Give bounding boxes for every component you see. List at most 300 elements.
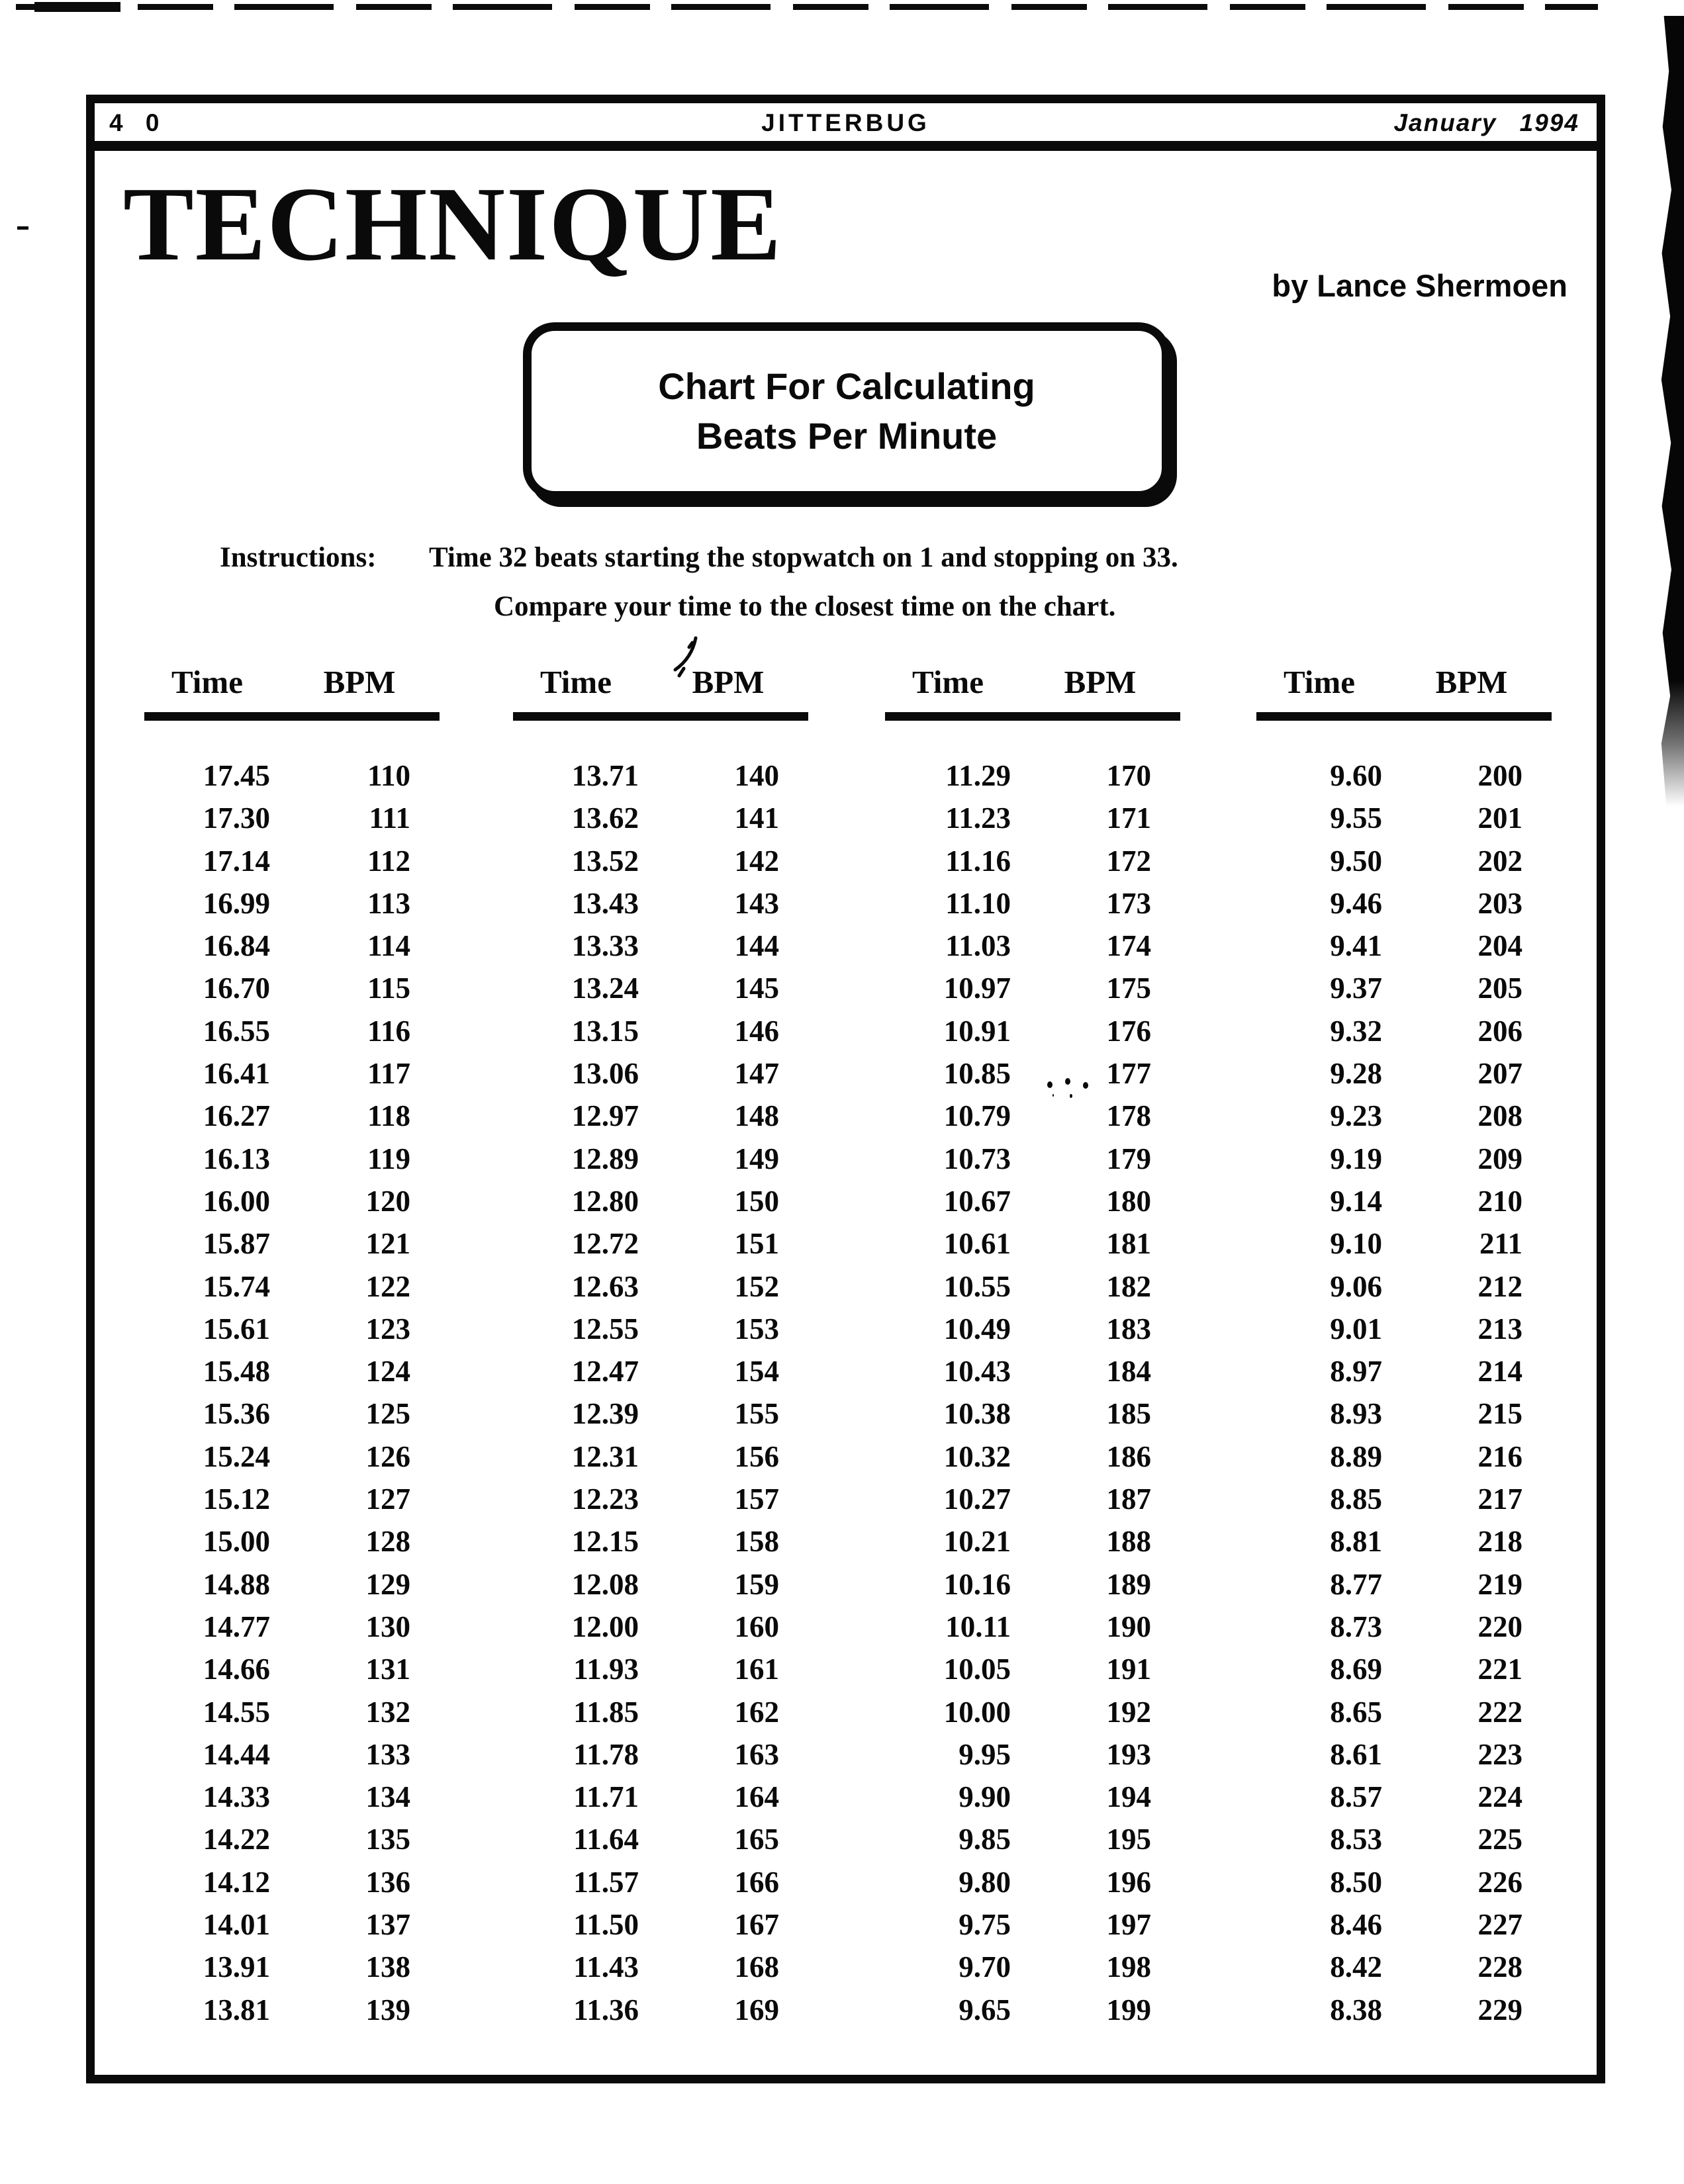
bpm-value: 191 — [1106, 1653, 1151, 1686]
bpm-value: 202 — [1477, 844, 1522, 878]
table-row — [144, 1780, 440, 1822]
table-row — [144, 1439, 440, 1482]
table-row — [885, 1099, 1180, 1141]
table-row — [1256, 1524, 1552, 1567]
issue-date: January 1994 — [1393, 109, 1579, 136]
table-row — [1256, 1610, 1552, 1652]
table-row — [144, 1865, 440, 1907]
time-value: 14.22 — [203, 1823, 270, 1856]
table-row — [513, 844, 808, 886]
bpm-value: 155 — [734, 1397, 779, 1431]
time-value: 8.61 — [1330, 1737, 1382, 1771]
table-row — [885, 1226, 1180, 1269]
table-row — [1256, 1014, 1552, 1056]
table-row — [1256, 1737, 1552, 1780]
time-value: 9.85 — [959, 1823, 1011, 1856]
table-row — [513, 1014, 808, 1056]
time-value: 15.87 — [203, 1227, 270, 1261]
bpm-value: 204 — [1477, 929, 1522, 963]
bpm-value: 184 — [1106, 1355, 1151, 1388]
table-row — [513, 801, 808, 843]
time-value: 11.93 — [573, 1653, 639, 1686]
table-row — [1256, 886, 1552, 929]
time-value: 16.99 — [203, 886, 270, 920]
bpm-value: 183 — [1106, 1312, 1151, 1345]
table-row — [513, 1354, 808, 1396]
bpm-value: 196 — [1106, 1865, 1151, 1899]
article-title: TECHNIQUE — [123, 165, 782, 283]
table-row — [144, 1652, 440, 1694]
bpm-value: 200 — [1477, 759, 1522, 792]
time-value: 9.41 — [1330, 929, 1382, 963]
time-value: 8.65 — [1330, 1695, 1382, 1729]
bpm-value: 211 — [1479, 1227, 1522, 1261]
time-value: 9.10 — [1330, 1227, 1382, 1261]
table-row — [885, 1907, 1180, 1950]
time-value: 10.00 — [943, 1695, 1011, 1729]
table-rows — [1256, 758, 1552, 2035]
time-value: 9.14 — [1330, 1184, 1382, 1218]
bpm-value: 178 — [1106, 1099, 1151, 1133]
time-value: 9.80 — [959, 1865, 1011, 1899]
bpm-value: 161 — [734, 1653, 779, 1686]
table-row — [885, 1695, 1180, 1737]
bpm-value: 166 — [734, 1865, 779, 1899]
table-row — [144, 1695, 440, 1737]
table-row — [1256, 1354, 1552, 1396]
bpm-value: 139 — [365, 1993, 410, 2026]
bpm-value: 180 — [1106, 1184, 1151, 1218]
time-value: 12.80 — [571, 1184, 639, 1218]
table-row — [513, 1567, 808, 1610]
table-row — [1256, 971, 1552, 1013]
table-row — [1256, 1950, 1552, 1992]
table-row — [1256, 1865, 1552, 1907]
chart-title-box — [523, 322, 1170, 500]
bpm-value: 111 — [369, 801, 410, 835]
time-value: 8.73 — [1330, 1610, 1382, 1643]
bpm-value: 220 — [1477, 1610, 1522, 1643]
bpm-table-group-3 — [885, 663, 1180, 2035]
time-value: 9.46 — [1330, 886, 1382, 920]
bpm-value: 207 — [1477, 1057, 1522, 1091]
time-value: 13.52 — [571, 844, 639, 878]
table-row — [885, 1780, 1180, 1822]
table-row — [513, 1482, 808, 1524]
time-value: 12.23 — [571, 1482, 639, 1516]
table-row — [513, 1865, 808, 1907]
table-row — [513, 1695, 808, 1737]
time-value: 9.23 — [1330, 1099, 1382, 1133]
table-row — [885, 1014, 1180, 1056]
time-value: 15.74 — [203, 1269, 270, 1303]
table-row — [513, 1610, 808, 1652]
time-value: 14.01 — [203, 1908, 270, 1942]
bpm-value: 132 — [365, 1695, 410, 1729]
bpm-value: 190 — [1106, 1610, 1151, 1643]
time-value: 10.55 — [943, 1269, 1011, 1303]
table-row — [513, 1312, 808, 1354]
table-row — [1256, 1056, 1552, 1099]
bpm-value: 116 — [367, 1014, 410, 1048]
table-row — [513, 886, 808, 929]
time-value: 10.21 — [943, 1525, 1011, 1559]
bpm-value: 131 — [365, 1653, 410, 1686]
table-row — [1256, 1567, 1552, 1610]
time-value: 9.28 — [1330, 1057, 1382, 1091]
bpm-value: 217 — [1477, 1482, 1522, 1516]
bpm-value: 193 — [1106, 1737, 1151, 1771]
bpm-value: 165 — [734, 1823, 779, 1856]
bpm-value: 156 — [734, 1439, 779, 1473]
scan-top-edge-dashes — [16, 4, 1598, 10]
bpm-value: 170 — [1106, 759, 1151, 792]
time-value: 11.03 — [945, 929, 1011, 963]
time-value: 16.70 — [203, 972, 270, 1005]
bpm-value: 164 — [734, 1780, 779, 1814]
table-row — [144, 1737, 440, 1780]
table-row — [885, 1950, 1180, 1992]
table-row — [144, 1950, 440, 1992]
time-value: 10.79 — [943, 1099, 1011, 1133]
table-row — [513, 1396, 808, 1439]
bpm-value: 129 — [365, 1567, 410, 1601]
bpm-value: 121 — [365, 1227, 410, 1261]
bpm-value: 117 — [367, 1057, 410, 1091]
bpm-value: 208 — [1477, 1099, 1522, 1133]
group-header — [1256, 663, 1552, 712]
time-value: 12.15 — [571, 1525, 639, 1559]
bpm-value: 123 — [365, 1312, 410, 1345]
bpm-value: 169 — [734, 1993, 779, 2026]
table-row — [885, 929, 1180, 971]
bpm-value: 229 — [1477, 1993, 1522, 2026]
time-value: 9.50 — [1330, 844, 1382, 878]
time-value: 8.85 — [1330, 1482, 1382, 1516]
bpm-value: 128 — [365, 1525, 410, 1559]
bpm-value: 219 — [1477, 1567, 1522, 1601]
time-value: 9.95 — [959, 1737, 1011, 1771]
bpm-value: 225 — [1477, 1823, 1522, 1856]
time-value: 10.38 — [943, 1397, 1011, 1431]
bpm-value: 173 — [1106, 886, 1151, 920]
time-value: 13.43 — [571, 886, 639, 920]
scan-right-edge-artifact — [1659, 16, 1684, 807]
byline: by Lance Shermoen — [1272, 268, 1567, 303]
bpm-table-group-1 — [144, 663, 440, 2035]
time-value: 8.53 — [1330, 1823, 1382, 1856]
bpm-value: 226 — [1477, 1865, 1522, 1899]
time-value: 17.30 — [203, 801, 270, 835]
table-row — [144, 1014, 440, 1056]
table-row — [144, 1822, 440, 1864]
bpm-value: 137 — [365, 1908, 410, 1942]
bpm-value: 174 — [1106, 929, 1151, 963]
table-row — [144, 844, 440, 886]
bpm-value: 167 — [734, 1908, 779, 1942]
bpm-value: 138 — [365, 1950, 410, 1984]
bpm-value: 134 — [365, 1780, 410, 1814]
time-value: 10.27 — [943, 1482, 1011, 1516]
bpm-value: 188 — [1106, 1525, 1151, 1559]
time-value: 9.19 — [1330, 1142, 1382, 1175]
table-row — [144, 1567, 440, 1610]
bpm-value: 151 — [734, 1227, 779, 1261]
table-row — [144, 1396, 440, 1439]
time-value: 14.66 — [203, 1653, 270, 1686]
time-value: 12.08 — [571, 1567, 639, 1601]
table-row — [144, 1184, 440, 1226]
table-row — [1256, 1993, 1552, 2035]
bpm-value: 145 — [734, 972, 779, 1005]
time-value: 12.31 — [571, 1439, 639, 1473]
table-row — [513, 1737, 808, 1780]
publication-title: JITTERBUG — [761, 109, 930, 136]
bpm-value: 119 — [367, 1142, 410, 1175]
table-row — [513, 1056, 808, 1099]
time-value: 12.89 — [571, 1142, 639, 1175]
table-row — [144, 1226, 440, 1269]
time-value: 9.60 — [1330, 759, 1382, 792]
table-row — [885, 886, 1180, 929]
time-value: 13.71 — [571, 759, 639, 792]
table-row — [513, 929, 808, 971]
table-row — [885, 1142, 1180, 1184]
table-row — [885, 1652, 1180, 1694]
column-header-bpm: BPM — [323, 664, 396, 700]
table-row — [885, 1567, 1180, 1610]
time-value: 9.06 — [1330, 1269, 1382, 1303]
time-value: 11.71 — [573, 1780, 639, 1814]
time-value: 15.48 — [203, 1355, 270, 1388]
time-value: 15.00 — [203, 1525, 270, 1559]
instructions-line2: Compare your time to the closest time on the chart. — [494, 591, 1116, 622]
table-row — [885, 971, 1180, 1013]
table-row — [144, 1312, 440, 1354]
table-row — [885, 1439, 1180, 1482]
bpm-value: 182 — [1106, 1269, 1151, 1303]
table-row — [1256, 1184, 1552, 1226]
table-row — [513, 1780, 808, 1822]
time-value: 11.57 — [573, 1865, 639, 1899]
time-value: 11.23 — [945, 801, 1011, 835]
column-header-time: Time — [912, 664, 984, 700]
time-value: 10.97 — [943, 972, 1011, 1005]
time-value: 8.81 — [1330, 1525, 1382, 1559]
masthead — [95, 103, 1597, 151]
table-row — [144, 801, 440, 843]
table-row — [1256, 1482, 1552, 1524]
time-value: 9.37 — [1330, 972, 1382, 1005]
table-row — [1256, 1907, 1552, 1950]
table-row — [1256, 1269, 1552, 1312]
bpm-value: 136 — [365, 1865, 410, 1899]
bpm-value: 143 — [734, 886, 779, 920]
bpm-value: 142 — [734, 844, 779, 878]
time-value: 13.81 — [203, 1993, 270, 2026]
time-value: 9.75 — [959, 1908, 1011, 1942]
column-header-bpm: BPM — [1064, 664, 1137, 700]
bpm-value: 163 — [734, 1737, 779, 1771]
bpm-value: 133 — [365, 1737, 410, 1771]
bpm-value: 153 — [734, 1312, 779, 1345]
bpm-value: 112 — [367, 844, 410, 878]
bpm-value: 195 — [1106, 1823, 1151, 1856]
table-row — [144, 1056, 440, 1099]
time-value: 8.89 — [1330, 1439, 1382, 1473]
bpm-value: 216 — [1477, 1439, 1522, 1473]
bpm-value: 157 — [734, 1482, 779, 1516]
column-header-time: Time — [1284, 664, 1355, 700]
bpm-value: 186 — [1106, 1439, 1151, 1473]
bpm-value: 168 — [734, 1950, 779, 1984]
page-number: 4 0 — [109, 109, 167, 136]
table-row — [1256, 844, 1552, 886]
time-value: 12.63 — [571, 1269, 639, 1303]
bpm-value: 179 — [1106, 1142, 1151, 1175]
header-rule — [144, 712, 440, 721]
bpm-value: 194 — [1106, 1780, 1151, 1814]
table-row — [1256, 1226, 1552, 1269]
bpm-value: 141 — [734, 801, 779, 835]
table-row — [885, 1269, 1180, 1312]
table-row — [513, 1439, 808, 1482]
table-row — [1256, 1695, 1552, 1737]
table-row — [513, 1652, 808, 1694]
table-row — [1256, 1099, 1552, 1141]
table-row — [144, 1610, 440, 1652]
time-value: 17.14 — [203, 844, 270, 878]
table-rows — [513, 758, 808, 2035]
time-value: 8.57 — [1330, 1780, 1382, 1814]
time-value: 10.91 — [943, 1014, 1011, 1048]
table-row — [885, 1396, 1180, 1439]
time-value: 8.69 — [1330, 1653, 1382, 1686]
table-row — [513, 758, 808, 801]
table-row — [1256, 1822, 1552, 1864]
time-value: 10.85 — [943, 1057, 1011, 1091]
bpm-value: 172 — [1106, 844, 1151, 878]
time-value: 10.49 — [943, 1312, 1011, 1345]
bpm-value: 201 — [1477, 801, 1522, 835]
table-row — [885, 1993, 1180, 2035]
bpm-value: 126 — [365, 1439, 410, 1473]
time-value: 13.15 — [571, 1014, 639, 1048]
time-value: 9.01 — [1330, 1312, 1382, 1345]
bpm-table-group-4 — [1256, 663, 1552, 2035]
table-row — [1256, 1780, 1552, 1822]
time-value: 12.72 — [571, 1227, 639, 1261]
bpm-value: 125 — [365, 1397, 410, 1431]
bpm-value: 212 — [1477, 1269, 1522, 1303]
bpm-value: 118 — [367, 1099, 410, 1133]
bpm-value: 205 — [1477, 972, 1522, 1005]
time-value: 9.65 — [959, 1993, 1011, 2026]
time-value: 10.43 — [943, 1355, 1011, 1388]
bpm-value: 158 — [734, 1525, 779, 1559]
table-row — [885, 1056, 1180, 1099]
table-row — [885, 1312, 1180, 1354]
bpm-value: 175 — [1106, 972, 1151, 1005]
bpm-value: 177 — [1106, 1057, 1151, 1091]
bpm-value: 203 — [1477, 886, 1522, 920]
time-value: 13.62 — [571, 801, 639, 835]
bpm-value: 160 — [734, 1610, 779, 1643]
table-row — [1256, 1396, 1552, 1439]
time-value: 11.85 — [573, 1695, 639, 1729]
bpm-value: 144 — [734, 929, 779, 963]
instructions-label: Instructions: — [220, 542, 377, 573]
time-value: 8.42 — [1330, 1950, 1382, 1984]
bpm-value: 114 — [367, 929, 410, 963]
bpm-value: 218 — [1477, 1525, 1522, 1559]
bpm-value: 224 — [1477, 1780, 1522, 1814]
bpm-value: 162 — [734, 1695, 779, 1729]
time-value: 10.61 — [943, 1227, 1011, 1261]
time-value: 12.47 — [571, 1355, 639, 1388]
time-value: 16.27 — [203, 1099, 270, 1133]
bpm-value: 124 — [365, 1355, 410, 1388]
time-value: 14.77 — [203, 1610, 270, 1643]
bpm-value: 159 — [734, 1567, 779, 1601]
time-value: 13.33 — [571, 929, 639, 963]
bpm-value: 187 — [1106, 1482, 1151, 1516]
time-value: 11.43 — [573, 1950, 639, 1984]
column-header-time: Time — [171, 664, 243, 700]
bpm-value: 122 — [365, 1269, 410, 1303]
table-row — [513, 1907, 808, 1950]
time-value: 12.55 — [571, 1312, 639, 1345]
time-value: 11.78 — [573, 1737, 639, 1771]
margin-dash-artifact — [17, 226, 28, 230]
time-value: 11.29 — [945, 759, 1011, 792]
bpm-value: 215 — [1477, 1397, 1522, 1431]
bpm-value: 221 — [1477, 1653, 1522, 1686]
time-value: 10.67 — [943, 1184, 1011, 1218]
bpm-value: 135 — [365, 1823, 410, 1856]
bpm-value: 152 — [734, 1269, 779, 1303]
bpm-value: 171 — [1106, 801, 1151, 835]
table-row — [885, 1524, 1180, 1567]
table-row — [885, 844, 1180, 886]
time-value: 9.55 — [1330, 801, 1382, 835]
table-row — [1256, 801, 1552, 843]
table-row — [144, 1269, 440, 1312]
bpm-value: 130 — [365, 1610, 410, 1643]
time-value: 16.84 — [203, 929, 270, 963]
bpm-value: 115 — [367, 972, 410, 1005]
time-value: 14.88 — [203, 1567, 270, 1601]
time-value: 14.33 — [203, 1780, 270, 1814]
table-row — [144, 929, 440, 971]
chart-box-title-line2: Beats Per Minute — [696, 415, 998, 457]
time-value: 8.77 — [1330, 1567, 1382, 1601]
time-value: 10.11 — [945, 1610, 1011, 1643]
time-value: 10.16 — [943, 1567, 1011, 1601]
time-value: 14.44 — [203, 1737, 270, 1771]
bpm-value: 185 — [1106, 1397, 1151, 1431]
header-rule — [885, 712, 1180, 721]
group-header — [144, 663, 440, 712]
bpm-value: 120 — [365, 1184, 410, 1218]
table-row — [885, 1184, 1180, 1226]
table-row — [1256, 1439, 1552, 1482]
time-value: 12.00 — [571, 1610, 639, 1643]
bpm-value: 127 — [365, 1482, 410, 1516]
time-value: 11.64 — [573, 1823, 639, 1856]
table-row — [513, 1950, 808, 1992]
time-value: 15.12 — [203, 1482, 270, 1516]
